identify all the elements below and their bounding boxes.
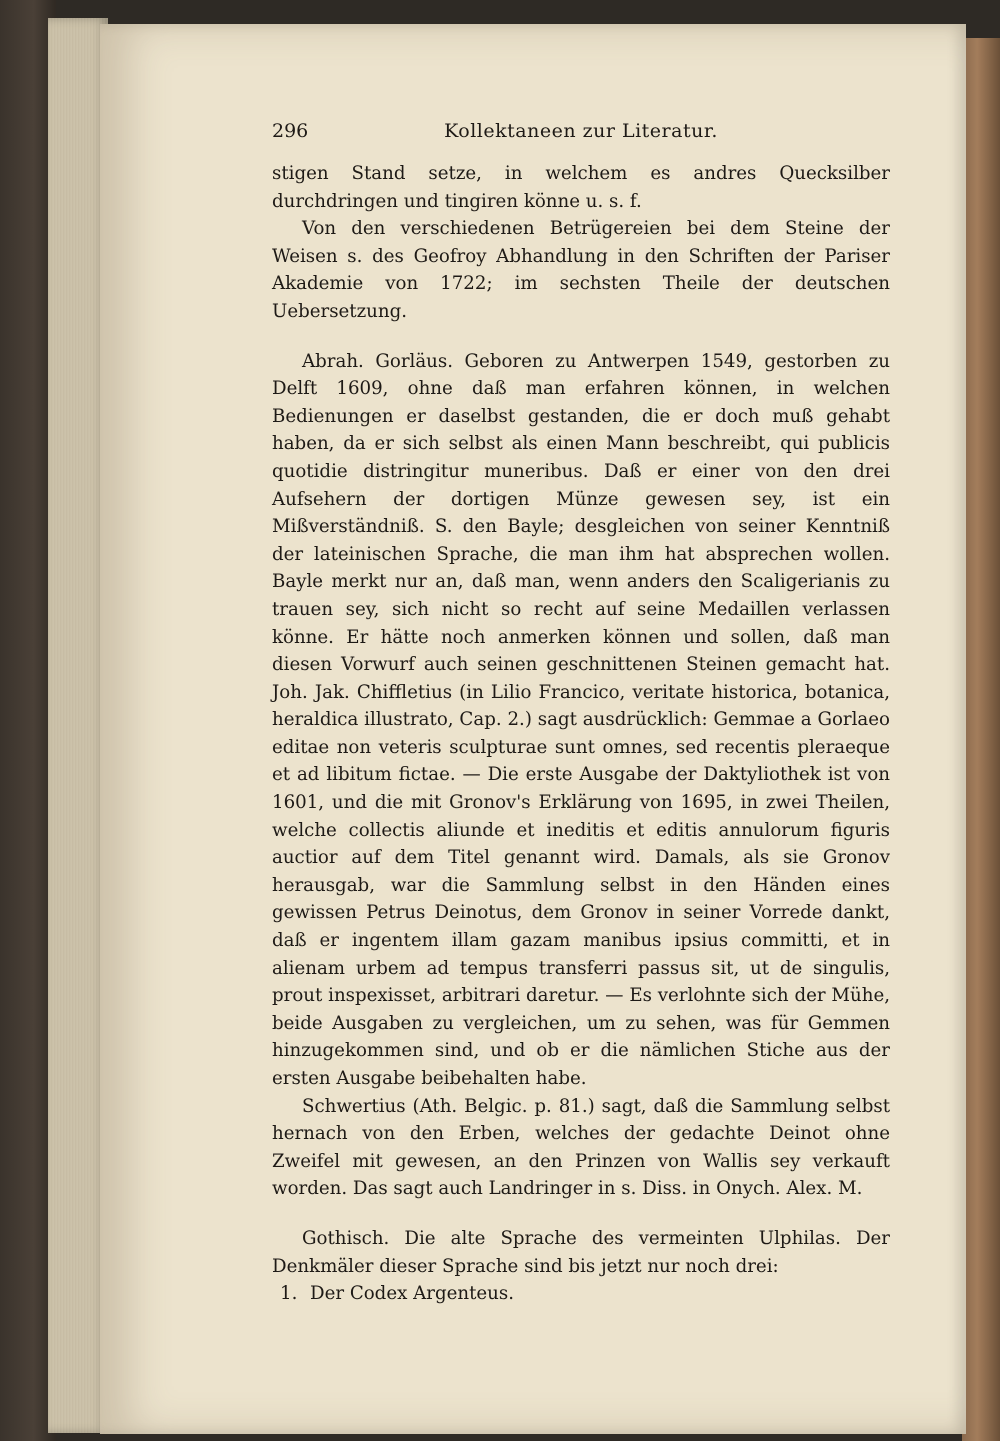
list-item-number: 1. — [280, 1283, 298, 1305]
text-block — [272, 120, 890, 1308]
page-header — [272, 120, 890, 160]
paragraph: Schwertius (Ath. Belgic. p. 81.) sagt, daß die Sammlung selbst hernach von den Erben, welches der gedachte Deinot ohne Zweifel mit gewesen, an den Prinzen von Wallis sey verkauft worden. Das sagt auch Landringer in s. Diss. in Onych. Alex. M. — [272, 1095, 890, 1200]
book-cover-right — [962, 38, 1000, 1441]
list-item — [272, 1280, 890, 1308]
paragraph: Von den verschiedenen Betrügereien bei dem Steine der Weisen s. des Geofroy Abhandlung in den Schriften der Pariser Akademie von 1722; im sechsten Theile der deutschen Uebersetzung. — [272, 218, 890, 322]
page-number: 296 — [272, 120, 309, 142]
paragraph: stigen Stand setze, in welchem es andres Quecksilber durchdringen und tingiren könne u. s. f. — [272, 163, 890, 212]
paragraph-gap — [272, 1203, 890, 1225]
list-item-text: Der Codex Argenteus. — [310, 1283, 514, 1305]
paragraph-gap — [272, 326, 890, 348]
book-page — [100, 24, 966, 1434]
running-title: Kollektaneen zur Literatur. — [444, 120, 718, 142]
page-edges — [48, 18, 108, 1433]
paragraph: Abrah. Gorläus. Geboren zu Antwerpen 1549, gestorben zu Delft 1609, ohne daß man erfahren können, in welchen Bedienungen er daselbst gestanden, die er doch muß gehabt haben, da er sich selbst als einen Mann beschreibt, qui publicis quotidie distringitur muneribus. Daß er einer von den drei Aufsehern der dortigen Münze gewesen sey, ist ein Mißverständniß. S. den Bayle; desgleichen von seiner Kenntniß der lateinischen Sprache, die man ihm hat absprechen wollen. Bayle merkt nur an, daß man, wenn anders den Scaligerianis zu trauen sey, sich nicht so recht auf seine Medaillen verlassen könne. Er hätte noch anmerken können und sollen, daß man diesen Vorwurf auch seinen geschnittenen Steinen gemacht hat. Joh. Jak. Chiffletius (in Lilio Francico, veritate historica, botanica, heraldica illustrato, Cap. 2.) sagt ausdrücklich: Gemmae a Gorlaeo editae non veteris sculpturae sunt omnes, sed recentis pleraeque et ad libitum fictae. — Die erste Ausgabe der Daktyliothek ist von 1601, und die mit Gronov's Erklärung von 1695, in zwei Theilen, welche collectis aliunde et ineditis et editis annulorum figuris auctior auf dem Titel genannt wird. Damals, als sie Gronov herausgab, war die Sammlung selbst in den Händen eines gewissen Petrus Deinotus, dem Gronov in seiner Vorrede dankt, daß er ingentem illam gazam manibus ipsius committi, et in alienam urbem ad tempus transferri passus sit, ut de singulis, prout inspexisset, arbitrari daretur. — Es verlohnte sich der Mühe, beide Ausgaben zu vergleichen, um zu sehen, was für Gemmen hinzugekommen sind, und ob er die nämlichen Stiche aus der ersten Ausgabe beibehalten habe. — [272, 350, 890, 1089]
paragraph: Gothisch. Die alte Sprache des vermeinten Ulphilas. Der Denkmäler dieser Sprache sind bis jetzt nur noch drei: — [272, 1227, 890, 1277]
